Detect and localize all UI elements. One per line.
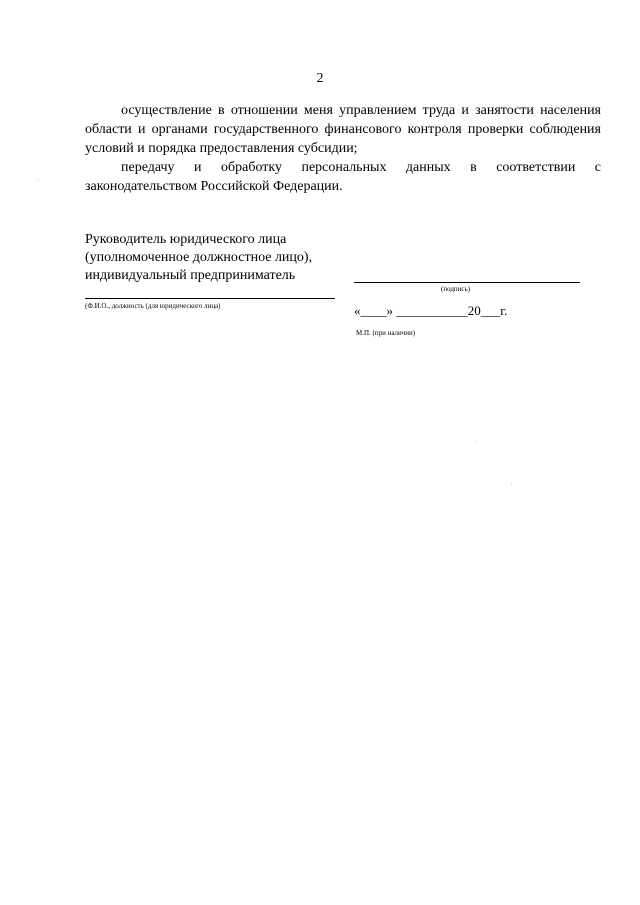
signatory-role	[85, 231, 345, 285]
scan-speck	[475, 441, 476, 442]
signature-line	[354, 282, 580, 283]
fio-line	[85, 298, 335, 299]
scan-speck	[38, 179, 39, 180]
signatory-role-line: (уполномоченное должностное лицо),	[85, 250, 313, 265]
page-number: 2	[316, 71, 324, 86]
fio-caption: (Ф.И.О., должность (для юридического лица)	[85, 302, 221, 310]
paragraph-inspection-consent: осуществление в отношении меня управлением труда и занятости населения области и органами государственного финансового контроля проверки соблюдения условий и порядка предоставления субсидии;	[85, 103, 601, 156]
signatory-role-line: Руководитель юридического лица	[85, 232, 287, 247]
stamp-caption: М.П. (при наличии)	[356, 329, 416, 337]
body-text	[85, 101, 601, 196]
signatory-role-line: индивидуальный предприниматель	[85, 268, 296, 283]
scan-speck	[511, 484, 512, 485]
paragraph-personal-data-consent: передачу и обработку персональных данных в соответствии с законодательством Российской Федерации.	[85, 160, 601, 194]
signature-caption: (подпись)	[441, 285, 471, 293]
date-field: «____» ___________20___г.	[354, 303, 508, 318]
